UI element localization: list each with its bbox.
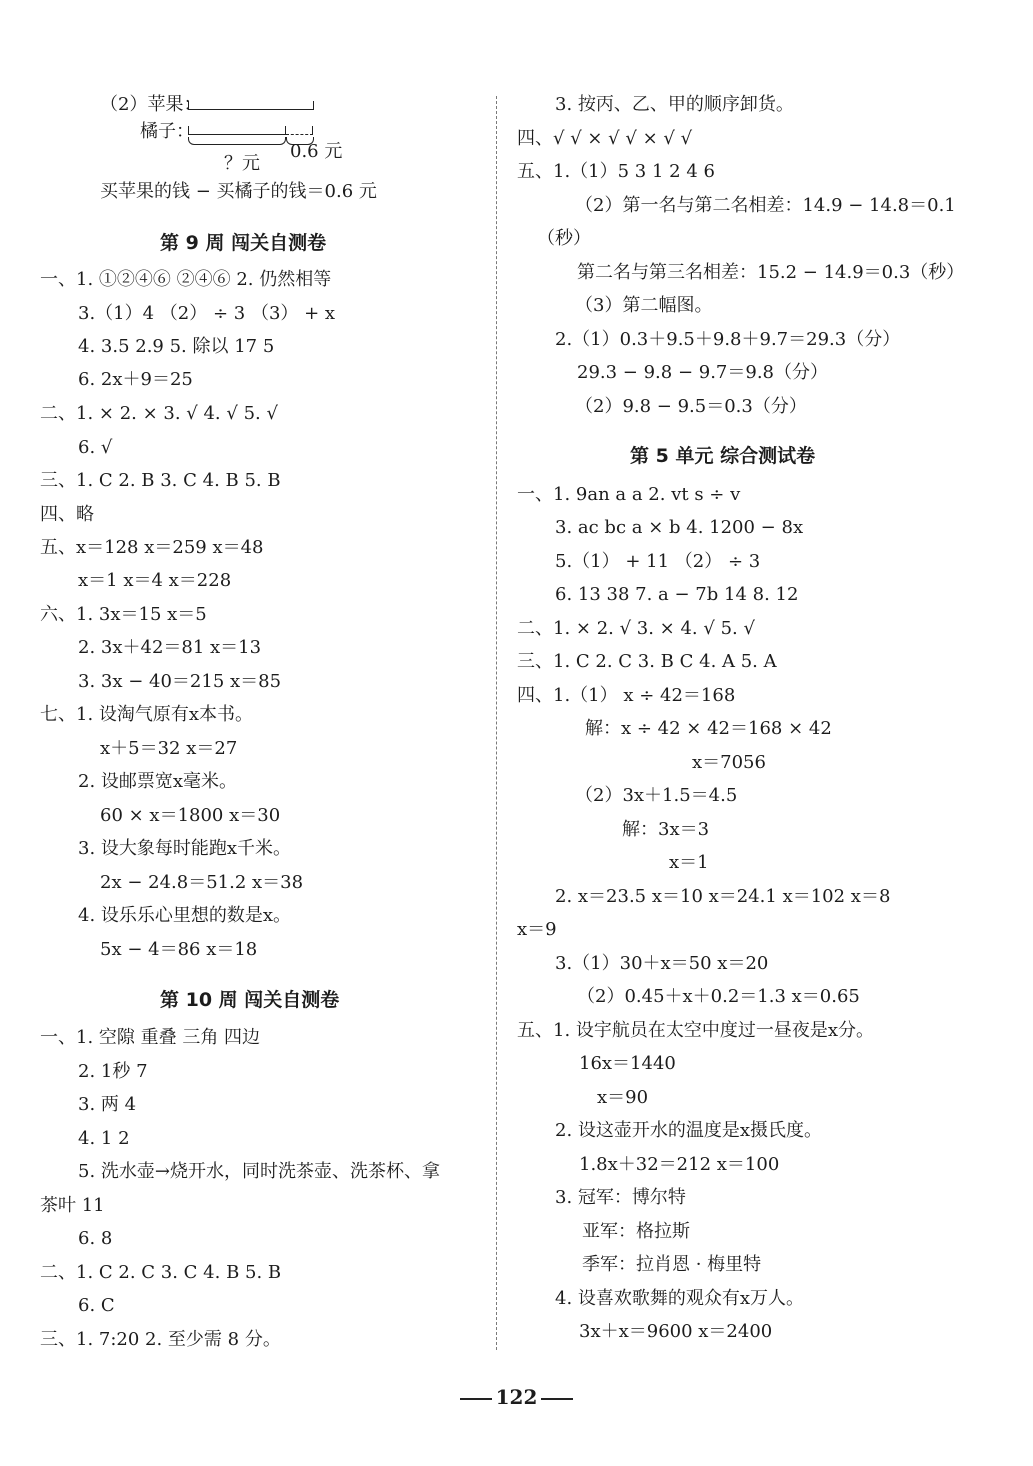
answer-line: 2.（1）0.3＋9.5＋9.8＋9.7＝29.3（分） bbox=[555, 329, 901, 350]
answer-line: 5. 洗水壶→烧开水，同时洗茶壶、洗茶杯、拿 bbox=[78, 1161, 440, 1182]
unit5-title: 第 5 单元 综合测试卷 bbox=[630, 445, 816, 467]
answer-line: （2）3x＋1.5＝4.5 bbox=[575, 785, 738, 806]
answer-line: 1.8x＋32＝212 x＝100 bbox=[579, 1154, 780, 1175]
answer-line: 6. C bbox=[78, 1295, 115, 1316]
answer-line: 2. 设这壶开水的温度是x摄氏度。 bbox=[555, 1120, 823, 1141]
answer-line: 4. 1 2 bbox=[78, 1128, 130, 1149]
answer-line: 2. 设邮票宽x毫米。 bbox=[78, 771, 238, 792]
answer-line: 四、1.（1） x ÷ 42＝168 bbox=[517, 685, 736, 706]
answer-line: 茶叶 11 bbox=[40, 1195, 105, 1216]
answer-line: 3. 设大象每时能跑x千米。 bbox=[78, 838, 292, 859]
answer-line: 三、1. C 2. C 3. B C 4. A 5. A bbox=[517, 651, 777, 672]
answer-line: x＝1 x＝4 x＝228 bbox=[78, 570, 232, 591]
answer-line: 3.（1）4 （2） ÷ 3 （3） + x bbox=[78, 303, 336, 324]
answer-line: 3x＋x＝9600 x＝2400 bbox=[579, 1321, 773, 1342]
week10-title: 第 10 周 闯关自测卷 bbox=[160, 989, 340, 1011]
answer-line: 5.（1） + 11 （2） ÷ 3 bbox=[555, 551, 761, 572]
answer-line: 3. 按丙、乙、甲的顺序卸货。 bbox=[555, 94, 794, 115]
answer-line: 6. √ bbox=[78, 437, 113, 458]
answer-line: 3. 3x − 40＝215 x＝85 bbox=[78, 671, 282, 692]
answer-line: 三、1. C 2. B 3. C 4. B 5. B bbox=[40, 470, 281, 491]
answer-line: x＝1 bbox=[669, 852, 709, 873]
answer-line: 3. 冠军：博尔特 bbox=[555, 1187, 686, 1208]
answer-line: 亚军：格拉斯 bbox=[582, 1221, 690, 1242]
answer-line: 60 × x＝1800 x＝30 bbox=[100, 805, 281, 826]
answer-line: 二、1. × 2. × 3. √ 4. √ 5. √ bbox=[40, 403, 278, 424]
page-number: 122 bbox=[495, 1385, 538, 1409]
column-divider bbox=[496, 96, 497, 1350]
difference-label: 0.6 元 bbox=[290, 141, 343, 162]
answer-line: 5x − 4＝86 x＝18 bbox=[100, 939, 258, 960]
answer-line: 第二名与第三名相差：15.2 − 14.9＝0.3（秒） bbox=[577, 262, 965, 283]
answer-line: 二、1. × 2. √ 3. × 4. √ 5. √ bbox=[517, 618, 755, 639]
answer-line: 五、1.（1）5 3 1 2 4 6 bbox=[517, 161, 715, 182]
answer-line: 一、1. 空隙 重叠 三角 四边 bbox=[40, 1027, 261, 1048]
answer-line: （2）0.45＋x＋0.2＝1.3 x＝0.65 bbox=[577, 986, 860, 1007]
answer-line: 4. 设乐乐心里想的数是x。 bbox=[78, 905, 292, 926]
answer-line: 三、1. 7:20 2. 至少需 8 分。 bbox=[40, 1329, 281, 1350]
answer-line: 2. x＝23.5 x＝10 x＝24.1 x＝102 x＝8 bbox=[555, 886, 891, 907]
answer-line: （2）9.8 − 9.5＝0.3（分） bbox=[575, 396, 807, 417]
answer-line: 2. 1秒 7 bbox=[78, 1061, 148, 1082]
answer-line: 6. 13 38 7. a − 7b 14 8. 12 bbox=[555, 584, 799, 605]
answer-line: 买苹果的钱 − 买橘子的钱＝0.6 元 bbox=[100, 181, 377, 202]
apple-label: （2）苹果： bbox=[100, 94, 202, 115]
dash-left bbox=[460, 1398, 492, 1400]
orange-label: 橘子： bbox=[140, 121, 194, 142]
question-label: ？元 bbox=[224, 153, 260, 174]
answer-line: 四、略 bbox=[40, 504, 94, 525]
answer-line: 五、1. 设宇航员在太空中度过一昼夜是x分。 bbox=[517, 1020, 875, 1041]
orange-bar bbox=[188, 126, 286, 135]
answer-line: 3. ac bc a × b 4. 1200 − 8x bbox=[555, 517, 804, 538]
answer-line: 解：x ÷ 42 × 42＝168 × 42 bbox=[585, 718, 832, 739]
answer-line: x＝9 bbox=[517, 919, 557, 940]
page-number-footer bbox=[0, 1385, 1033, 1409]
answer-line: （3）第二幅图。 bbox=[575, 295, 713, 316]
answer-line: x＝7056 bbox=[692, 752, 766, 773]
difference-bar bbox=[286, 126, 313, 135]
answer-line: 16x＝1440 bbox=[579, 1053, 676, 1074]
answer-line: 4. 设喜欢歌舞的观众有x万人。 bbox=[555, 1288, 805, 1309]
answer-line: 五、x＝128 x＝259 x＝48 bbox=[40, 537, 264, 558]
answer-line: 29.3 − 9.8 − 9.7＝9.8（分） bbox=[577, 362, 829, 383]
answer-line: 一、1. ①②④⑥ ②④⑥ 2. 仍然相等 bbox=[40, 269, 332, 290]
apple-bar bbox=[188, 101, 314, 110]
answer-line: 3. 两 4 bbox=[78, 1094, 137, 1115]
answer-line: 解：3x＝3 bbox=[622, 819, 710, 840]
answer-line: 六、1. 3x＝15 x＝5 bbox=[40, 604, 207, 625]
answer-line: 6. 8 bbox=[78, 1228, 113, 1249]
answer-line: 一、1. 9an a a 2. vt s ÷ v bbox=[517, 484, 741, 505]
answer-line: 四、√ √ × √ √ × √ √ bbox=[517, 128, 693, 149]
answer-line: 6. 2x＋9＝25 bbox=[78, 369, 193, 390]
answer-line: 季军：拉肖恩 · 梅里特 bbox=[582, 1254, 762, 1275]
orange-brace bbox=[188, 137, 286, 145]
answer-line: （秒） bbox=[537, 228, 591, 249]
answer-line: 二、1. C 2. C 3. C 4. B 5. B bbox=[40, 1262, 282, 1283]
answer-line: （2）第一名与第二名相差：14.9 − 14.8＝0.1 bbox=[575, 195, 956, 216]
answer-line: 七、1. 设淘气原有x本书。 bbox=[40, 704, 254, 725]
week9-title: 第 9 周 闯关自测卷 bbox=[160, 232, 327, 254]
answer-line: 2x − 24.8＝51.2 x＝38 bbox=[100, 872, 304, 893]
dash-right bbox=[541, 1398, 573, 1400]
answer-line: x＋5＝32 x＝27 bbox=[100, 738, 238, 759]
answer-line: 3.（1）30＋x＝50 x＝20 bbox=[555, 953, 769, 974]
answer-line: x＝90 bbox=[597, 1087, 649, 1108]
answer-line: 2. 3x＋42＝81 x＝13 bbox=[78, 637, 262, 658]
answer-line: 4. 3.5 2.9 5. 除以 17 5 bbox=[78, 336, 275, 357]
